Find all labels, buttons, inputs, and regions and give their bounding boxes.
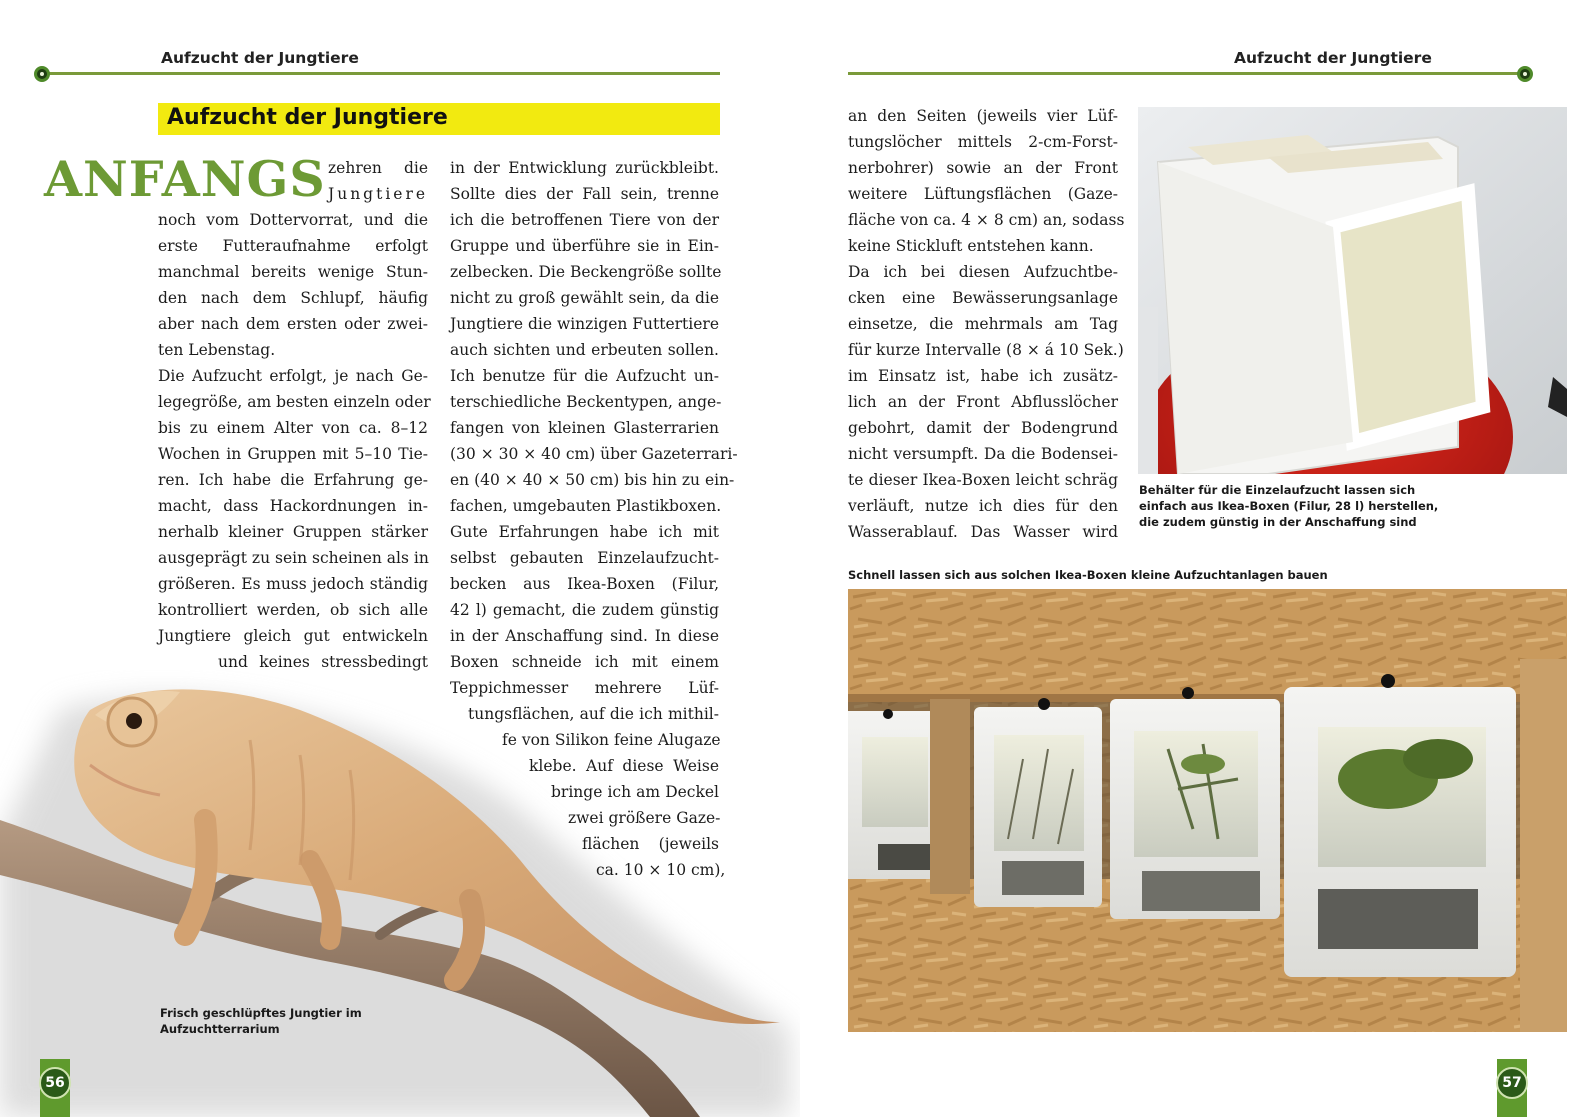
running-head-left: Aufzucht der Jungtiere [161,49,359,67]
box-photo [1138,107,1567,474]
text-line: nicht versumpft. Da die Bodensei- [848,445,1118,463]
text-line: Jungtiere die winzigen Futtertiere [450,315,720,333]
text-line: ca. 10 × 10 cm), [596,861,726,879]
text-line: macht, dass Hackordnungen in- [158,497,428,515]
hook [883,709,893,719]
text-line: und keines stressbedingt [218,653,428,671]
terrarium-box-1 [848,711,936,879]
page-number-left-label: 56 [39,1067,71,1099]
text-line: fe von Silikon feine Alugaze [502,731,721,749]
rule-end-dot-right [1517,66,1533,82]
text-line: verläuft, nutze ich dies für den [848,497,1118,515]
text-line: lich an der Front Abflusslöcher [848,393,1118,411]
text-line: Boxen schneide ich mit einem [450,653,719,671]
hook [1038,698,1050,710]
text-line: nicht zu groß gewählt sein, da die [450,289,719,307]
text-line: keine Stickluft entstehen kann. [848,237,1094,255]
text-line: in der Anschaffung sind. In diese [450,627,719,645]
text-line: Gute Erfahrungen habe ich mit [450,523,719,541]
text-line: tungsflächen, auf die ich mithil- [468,705,719,723]
text-line: en (40 × 40 × 50 cm) bis hin zu ein- [450,471,735,489]
text-line: 42 l) gemacht, die zudem günstig [450,601,719,619]
text-line: Wasserablauf. Das Wasser wird [848,523,1118,541]
section-title-banner [158,103,720,135]
rule-end-dot-left [34,66,50,82]
text-column-1 [158,155,431,675]
text-line: klebe. Auf diese Weise [529,757,719,775]
text-line: auch sichten und erbeuten sollen. [450,341,719,359]
stool-edge [1138,307,1158,474]
caption-shelf-photo: Schnell lassen sich aus solchen Ikea-Boxen kleine Aufzuchtanlagen bauen [848,568,1328,582]
text-line: ausgeprägt zu sein scheinen als in [158,549,429,567]
box-window [1333,192,1483,442]
text-line: in der Entwicklung zurückbleibt. [450,159,719,177]
caption-chameleon [160,1005,420,1037]
text-line: Sollte dies der Fall sein, trenne [450,185,719,203]
text-line: bis zu einem Alter von ca. 8–12 [158,419,428,437]
wood-post-2 [1520,659,1567,1032]
text-line: ren. Ich habe die Erfahrung ge- [158,471,428,489]
text-line: an den Seiten (jeweils vier Lüf- [848,107,1118,125]
text-line: terschiedliche Beckentypen, ange- [450,393,722,411]
text-line: Wochen in Gruppen mit 5–10 Tie- [158,445,428,463]
page-number-right-label: 57 [1496,1067,1528,1099]
text-line: nerhalb kleiner Gruppen stärker [158,523,428,541]
text-line: kontrolliert werden, ob sich alle [158,601,428,619]
text-line: den nach dem Schlupf, häufig [158,289,428,307]
text-line: te dieser Ikea-Boxen leicht schräg [848,471,1118,489]
text-line: ten Lebenstag. [158,341,276,359]
text-line: im Einsatz ist, habe ich zusätz- [848,367,1118,385]
section-title: Aufzucht der Jungtiere [167,105,448,130]
text-line: fangen von kleinen Glasterrarien [450,419,719,437]
caption-line: die zudem günstig in der Anschaffung sind [1139,515,1417,529]
caption-line: Frisch geschlüpftes Jungtier im [160,1006,362,1020]
text-line: zelbecken. Die Beckengröße sollte [450,263,722,281]
caption-line: Behälter für die Einzelaufzucht lassen sich [1139,483,1416,497]
text-column-3 [848,103,1125,545]
caption-line: Aufzuchtterrarium [160,1022,280,1036]
chameleon-pupil [126,713,142,729]
text-line: erste Futteraufnahme erfolgt [158,237,428,255]
text-line: Die Aufzucht erfolgt, je nach Ge- [158,367,428,385]
header-rule-right [848,72,1520,75]
hook [1381,674,1395,688]
text-line: cken eine Bewässerungsanlage [848,289,1118,307]
running-head-right: Aufzucht der Jungtiere [1234,49,1432,67]
text-line: zwei größere Gaze- [568,809,721,827]
text-line: noch vom Dottervorrat, und die [158,211,428,229]
terrarium-box-3 [1110,699,1280,919]
page-number-left [40,1059,70,1117]
text-line: tungslöcher mittels 2-cm-Forst- [848,133,1118,151]
text-line: ich die betroffenen Tiere von der [450,211,719,229]
text-line: selbst gebauten Einzelaufzucht- [450,549,719,567]
page-number-right [1497,1059,1527,1117]
header-rule-left [48,72,720,75]
text-line: gebohrt, damit der Bodengrund [848,419,1118,437]
text-line: legegröße, am besten einzeln oder [158,393,431,411]
wood-post-1 [930,699,970,894]
text-line: größeren. Es muss jedoch ständig [158,575,428,593]
text-line: becken aus Ikea-Boxen (Filur, [450,575,719,593]
text-line: fachen, umgebauten Plastikboxen. [450,497,722,515]
text-line: flächen (jeweils [582,835,719,853]
dropcap-word: ANFANGS [44,150,326,208]
text-line: fläche von ca. 4 × 8 cm) an, sodass [848,211,1125,229]
caption-box-photo [1139,482,1439,530]
text-line: für kurze Intervalle (8 × á 10 Sek.) [848,341,1124,359]
shelf-photo [848,589,1567,1032]
text-line: Gruppe und überführe sie in Ein- [450,237,719,255]
text-line: (30 × 30 × 40 cm) über Gazeterrari- [450,445,738,463]
text-column-2 [450,155,738,883]
text-line: bringe ich am Deckel [551,783,719,801]
terrarium-box-4 [1284,687,1516,977]
text-line: Ich benutze für die Aufzucht un- [450,367,719,385]
text-line: manchmal bereits wenige Stun- [158,263,428,281]
text-line: einsetze, die mehrmals am Tag [848,315,1118,333]
hook [1182,687,1194,699]
text-line: nerbohrer) sowie an der Front [848,159,1118,177]
text-line: weitere Lüftungsflächen (Gaze- [848,185,1118,203]
text-line: zehren die [328,159,428,177]
text-line: Jungtiere [328,185,429,203]
text-line: Da ich bei diesen Aufzuchtbe- [848,263,1118,281]
text-line: Teppichmesser mehrere Lüf- [450,679,719,697]
text-line: aber nach dem ersten oder zwei- [158,315,428,333]
terrarium-box-2 [974,707,1102,907]
text-line: Jungtiere gleich gut entwickeln [158,627,428,645]
caption-line: einfach aus Ikea-Boxen (Filur, 28 l) herstellen, [1139,499,1439,513]
